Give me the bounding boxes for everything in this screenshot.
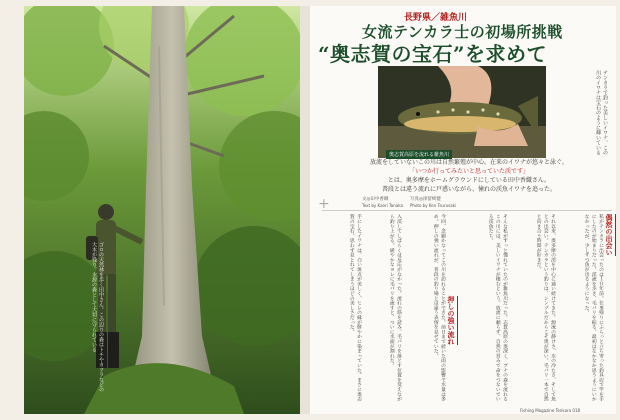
- lead-line-1: 放流をしていないこの川は自然繁殖が中心。在来のイワナが悠々と泳ぐ。: [370, 159, 568, 166]
- registration-mark: +: [318, 196, 330, 212]
- forest-photo: [24, 6, 300, 414]
- photo-caption: 奥志賀高原を流れる雑魚川: [386, 150, 452, 159]
- photo-credit-en: Photo by Ken Tsurusaki: [410, 203, 457, 208]
- lead-line-2: 「いつか行ってみたいと思っていた渓です」: [408, 168, 529, 175]
- left-photo-caption: ゴロの天然林を歩く田中さん。この辺りの森はトチやカツラなどの大木が残り、水源の森として大切に守られている: [91, 242, 104, 392]
- body-column-2: それ以来、奥多摩の渓を中心に通い続けてきた。源流の静けさ、水の冷たさ、そして魚との出会い。テンカラという釣りは、シンプルだからこそ奥が深い。毛バリ一本で自然と向き合う時間が好きだ。: [535, 214, 555, 402]
- article-title-line2: “奥志賀の宝石”を求めて: [318, 42, 548, 66]
- body-column-3: そんな私がずっと憧れていたのが雑魚川だった。志賀高原の奥深く、ブナの森を流れるこの川には、美しいイワナが棲むという。放流に頼らず、自然の営みで命をつないでいる渓魚たち。: [487, 214, 507, 402]
- page-gutter: [300, 6, 310, 414]
- location-kicker: 長野県／雑魚川: [404, 13, 468, 23]
- body-column-6: 手にしたイワナは、白い斑点が美しく、ヒレの縁が鮮やかに染まっていた。まさに奥志賀の宝石。思わず見とれてしまうほどの美しさだった。: [348, 214, 361, 402]
- text-credit: 文◎田中香織: [362, 197, 389, 202]
- divider: [322, 210, 612, 211]
- body-column-1: 私がテンカラに出会ったのは１０年前。仕事帰りにふらっと立ち寄った釣具店で竿を手にしたのが始まりだった。渓流を歩き、毛バリを振る。最初はなかなか思うようにいかなかったが、少しずつ魚が出るようになった。: [583, 214, 603, 402]
- photo-side-note: テンカラで釣った美しいイワナ。この川のイワナは宝石のように輝いている: [595, 70, 608, 155]
- section-heading-2: 押しの強い流れ: [447, 296, 456, 345]
- text-credit-en: Text by Kaori Tanaka: [362, 203, 403, 208]
- char-photo: [378, 66, 546, 158]
- body-column-5: 入渓してしばらくは反応がなかった。流れの筋を読み、毛バリを落とす位置を変えながら釣り上がる。緩やかなヨレに毛バリを流すと、ついに水面が割れた。: [388, 214, 401, 402]
- photo-credit: 写真◎津留崎健: [410, 197, 441, 202]
- article-body: [322, 214, 616, 404]
- lead-line-4: 普段とは違う流れに戸惑いながら、憧れの渓魚イワナを追った。: [381, 186, 556, 193]
- fish-in-hand-illustration: [378, 66, 546, 158]
- lead-line-3: とは、奥多摩をホームグラウンドにしている田中香織さん。: [387, 177, 551, 184]
- article-lead: [322, 158, 616, 194]
- section-heading-1: 偶然の出会い: [605, 214, 614, 256]
- page-footer: Fishing Magazine Tenkara 018: [520, 408, 581, 413]
- body-column-4: 今回、念願かなってこの川を訪れることができた。前日まで続いた雨の影響で水量は多め。押しの強い流れが、普段の釣り場とは違う表情を見せていた。: [432, 214, 445, 402]
- article-title-line1: 女流テンカラ士の初場所挑戦: [362, 23, 563, 41]
